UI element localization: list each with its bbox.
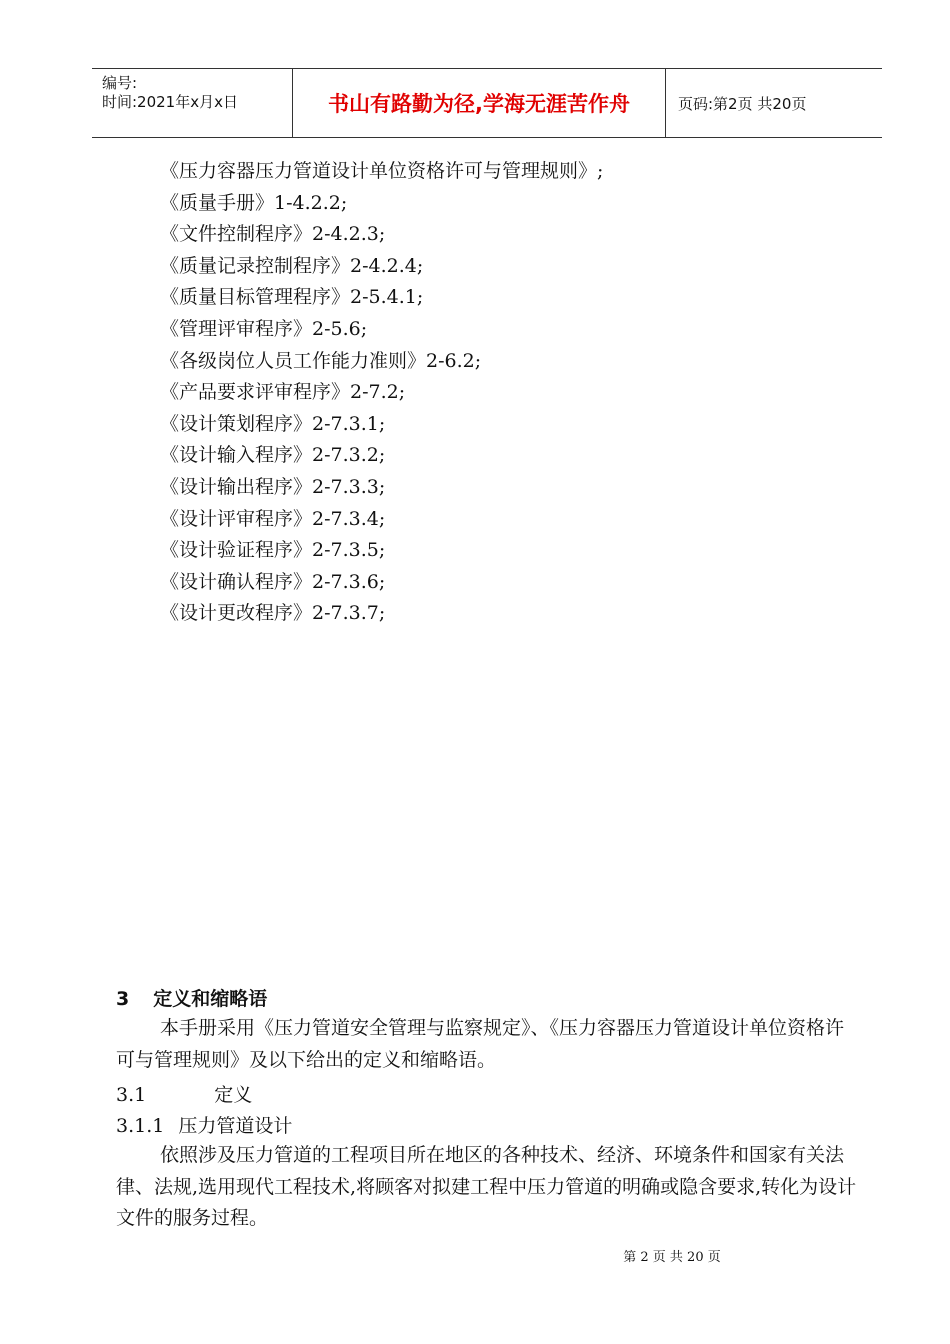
footer-page-number: 第 2 页 共 20 页 [623,1250,721,1265]
section-3-heading [116,984,267,1011]
section-3-1-1-number: 3.1.1 [116,1115,165,1137]
reference-item: 《各级岗位人员工作能力准则》2-6.2; [160,349,482,372]
section-3-1-title: 定义 [214,1084,253,1106]
header-slogan: 书山有路勤为径,学海无涯苦作舟 [328,92,630,116]
reference-item: 《设计评审程序》2-7.3.4; [160,507,386,530]
time-label: 时间:2021年x月x日 [102,93,238,111]
number-label: 编号: [102,74,138,92]
reference-item: 《设计输入程序》2-7.3.2; [160,444,386,467]
section-3-number: 3 [116,988,130,1010]
header-divider-right [665,69,666,137]
header-meta [92,69,292,137]
reference-item: 《设计确认程序》2-7.3.6; [160,570,386,593]
reference-list [160,156,603,630]
page-header [92,68,882,138]
header-page-number: 页码:第2页 共20页 [678,94,807,113]
reference-item: 《设计策划程序》2-7.3.1; [160,412,386,435]
reference-item: 《质量手册》1-4.2.2; [160,191,348,214]
page-footer [0,1246,950,1265]
section-3-1-1-heading [116,1111,292,1138]
reference-item: 《质量目标管理程序》2-5.4.1; [160,286,424,309]
reference-item: 《压力容器压力管道设计单位资格许可与管理规则》; [160,160,604,182]
section-3-1-1-title: 压力管道设计 [178,1115,293,1137]
section-3-1-1-text: 依照涉及压力管道的工程项目所在地区的各种技术、经济、环境条件和国家有关法律、法规,选用现代工程技术,将顾客对拟建工程中压力管道的明确或隐含要求,转化为设计文件的服务过程。 [116,1144,857,1229]
reference-item: 《质量记录控制程序》2-4.2.4; [160,254,424,277]
section-3-title: 定义和缩略语 [153,988,268,1010]
reference-item: 《文件控制程序》2-4.2.3; [160,223,386,246]
reference-item: 《产品要求评审程序》2-7.2; [160,381,406,404]
section-3-1-heading [116,1080,252,1107]
reference-item: 《设计验证程序》2-7.3.5; [160,539,386,562]
section-3-intro: 本手册采用《压力管道安全管理与监察规定》、《压力容器压力管道设计单位资格许可与管理规则》及以下给出的定义和缩略语。 [116,1017,845,1071]
reference-item: 《管理评审程序》2-5.6; [160,317,368,340]
section-3-1-number: 3.1 [116,1084,147,1106]
reference-item: 《设计更改程序》2-7.3.7; [160,602,386,625]
reference-item: 《设计输出程序》2-7.3.3; [160,475,386,498]
